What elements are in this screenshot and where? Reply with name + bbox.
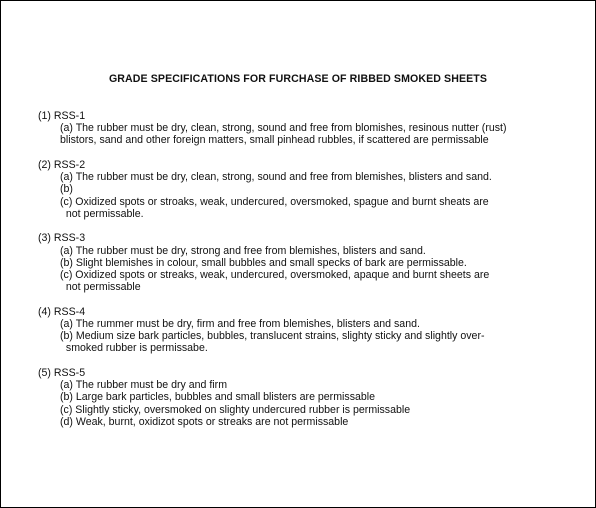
spec-item: (b) Medium size bark particles, bubbles, translucent strains, slighty sticky and slightly over-	[60, 330, 485, 343]
spec-item-continuation: blistors, sand and other foreign matters, small pinhead rubbles, if scattered are permissable	[60, 134, 489, 147]
section-rss-2	[38, 159, 573, 220]
spec-item: (b)	[60, 183, 73, 196]
spec-item: (b) Slight blemishes in colour, small bubbles and small specks of bark are permissable.	[60, 256, 467, 269]
spec-item: (a) The rubber must be dry, clean, strong, sound and free from blemishes, blisters and sand.	[60, 171, 492, 184]
spec-item-continuation: not permissable	[60, 281, 141, 294]
section-heading: (2) RSS-2	[38, 159, 86, 171]
section-rss-4	[38, 306, 573, 355]
section-heading: (4) RSS-4	[38, 305, 86, 318]
spec-item: (c) Oxidized spots or streaks, weak, undercured, oversmoked, apaque and burnt sheets are	[60, 269, 490, 282]
page-title: GRADE SPECIFICATIONS FOR FURCHASE OF RIBBED SMOKED SHEETS	[108, 73, 488, 85]
section-rss-5	[38, 367, 573, 428]
section-heading: (3) RSS-3	[38, 232, 86, 245]
spec-item-continuation: smoked rubber is permissabe.	[60, 342, 208, 355]
grade-sections	[38, 110, 573, 440]
spec-item: (b) Large bark particles, bubbles and small blisters are permissable	[60, 391, 376, 404]
spec-item: (c) Oxidized spots or stroaks, weak, undercured, oversmoked, spague and burnt sheats are	[60, 195, 489, 208]
spec-item-continuation: not permissable.	[60, 207, 144, 220]
spec-item: (a) The rubber must be dry, clean, strong, sound and free from blomishes, resinous nutter (rust)	[60, 122, 507, 135]
spec-item: (a) The rubber must be dry, strong and free from blemishes, blisters and sand.	[60, 244, 426, 257]
spec-item: (c) Slightly sticky, oversmoked on slighty undercured rubber is permissable	[60, 403, 411, 416]
section-rss-3	[38, 232, 573, 293]
spec-item: (d) Weak, burnt, oxidizot spots or streaks are not permissable	[60, 415, 349, 428]
section-rss-1	[38, 110, 573, 147]
spec-item: (a) The rubber must be dry and firm	[60, 379, 228, 392]
spec-item: (a) The rummer must be dry, firm and free from blemishes, blisters and sand.	[60, 318, 420, 331]
section-heading: (1) RSS-1	[38, 110, 86, 122]
section-heading: (5) RSS-5	[38, 367, 86, 380]
